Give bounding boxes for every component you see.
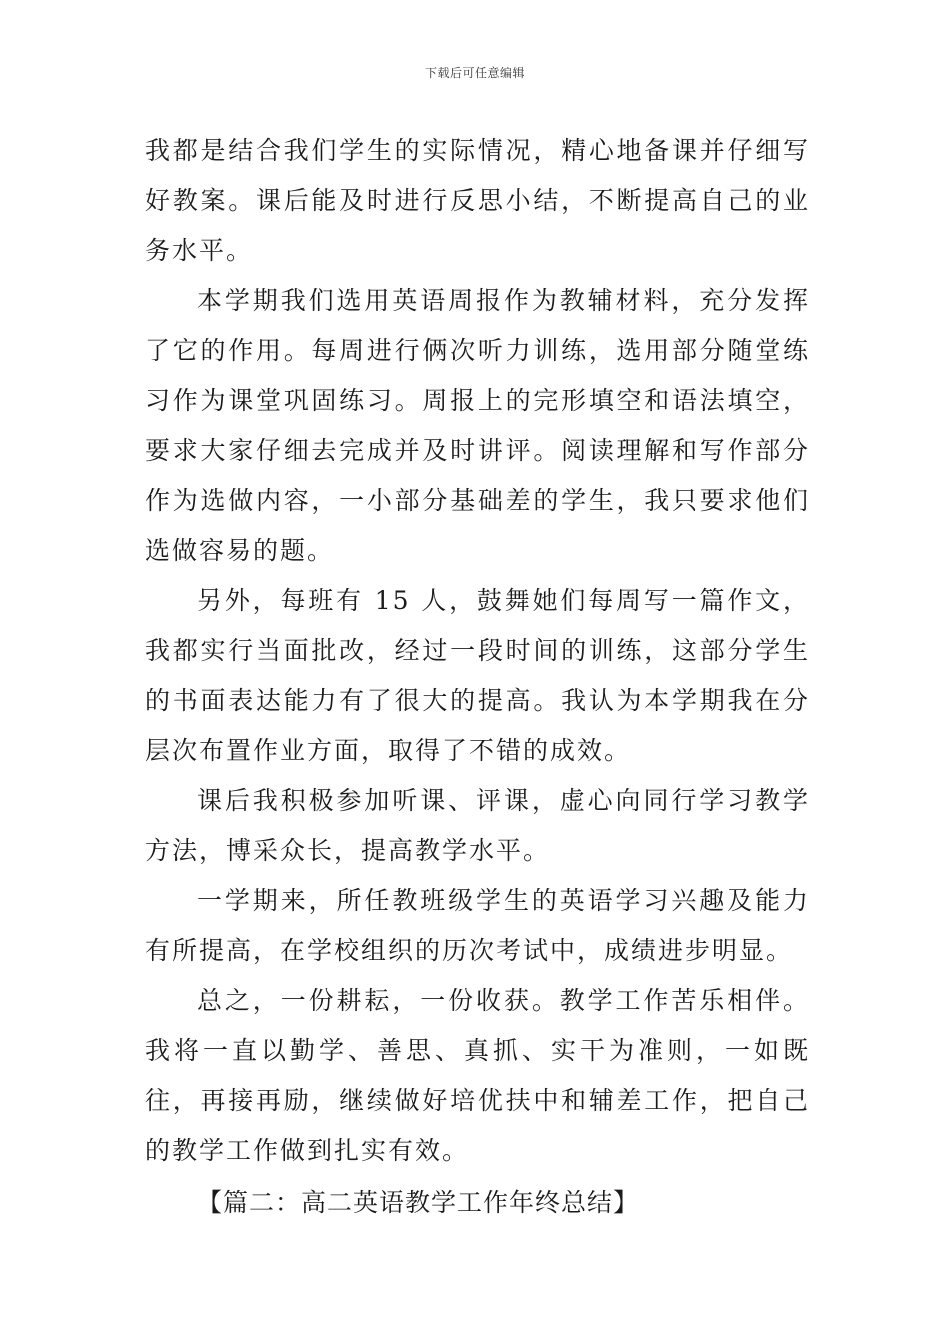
paragraph-1: 我都是结合我们学生的实际情况，精心地备课并仔细写好教案。课后能及时进行反思小结，不断提高自己的业务水平。 [145,136,810,265]
paragraph-6: 总之，一份耕耘，一份收获。教学工作苦乐相伴。我将一直以勤学、善思、真抓、实干为准则，一如既往，再接再励，继续做好培优扶中和辅差工作，把自己的教学工作做到扎实有效。 [145,986,810,1165]
section-heading: 【篇二：高二英语教学工作年终总结】 [197,1188,640,1217]
paragraph-4: 课后我积极参加听课、评课，虚心向同行学习教学方法，博采众长，提高教学水平。 [145,786,810,865]
paragraph-5: 一学期来，所任教班级学生的英语学习兴趣及能力有所提高，在学校组织的历次考试中，成绩进步明显。 [145,886,810,965]
document-body [145,126,810,1228]
page-header: 下载后可任意编辑 [424,66,525,80]
paragraph-3: 另外，每班有 15 人，鼓舞她们每周写一篇作文，我都实行当面批改，经过一段时间的训练，这部分学生的书面表达能力有了很大的提高。我认为本学期我在分层次布置作业方面，取得了不错的成效。 [145,586,810,765]
paragraph-2: 本学期我们选用英语周报作为教辅材料，充分发挥了它的作用。每周进行俩次听力训练，选用部分随堂练习作为课堂巩固练习。周报上的完形填空和语法填空，要求大家仔细去完成并及时讲评。阅读理解和写作部分作为选做内容，一小部分基础差的学生，我只要求他们选做容易的题。 [145,286,810,565]
